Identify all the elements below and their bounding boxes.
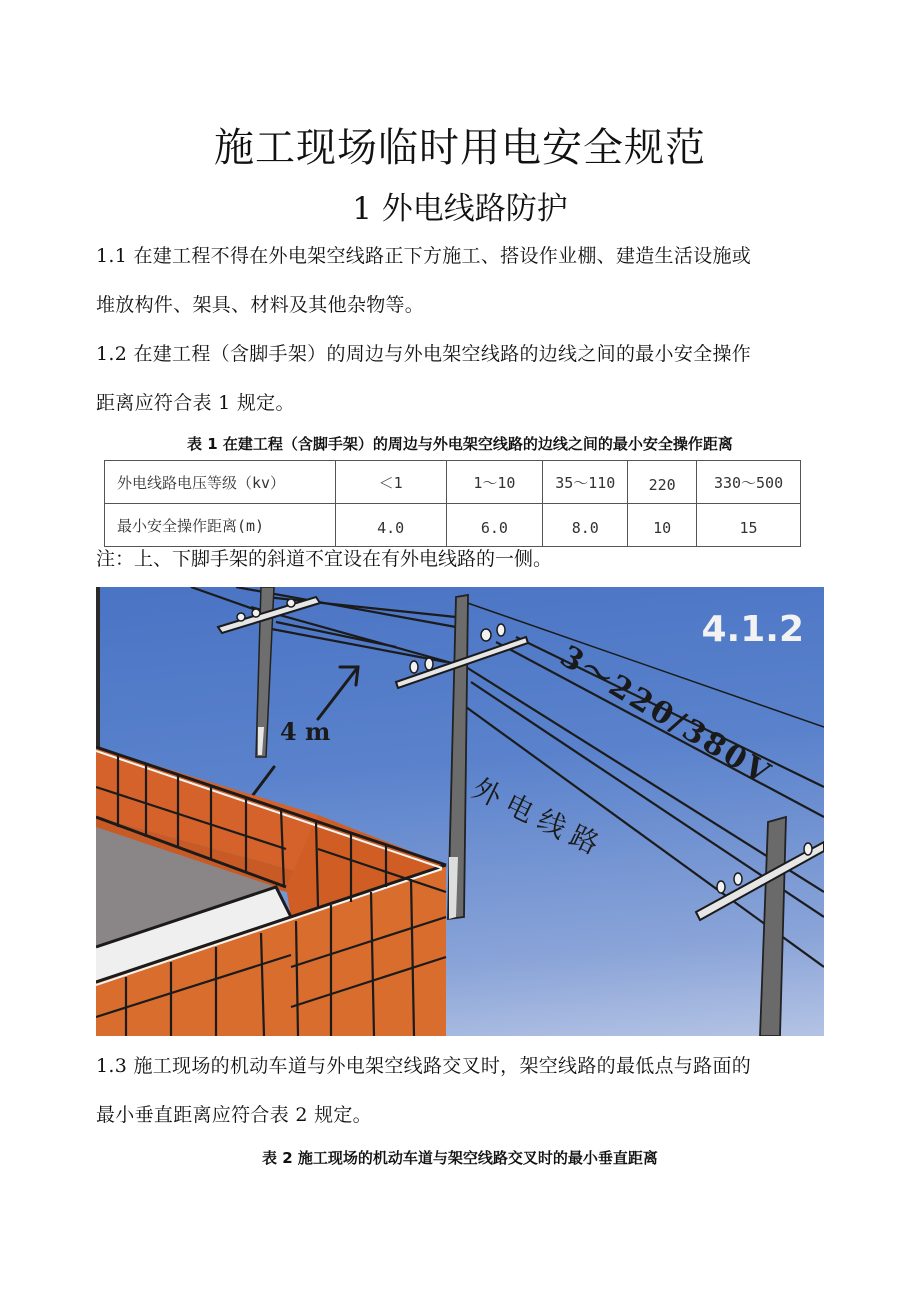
paragraph-line: 1.1 在建工程不得在外电架空线路正下方施工、搭设作业棚、建造生活设施或 bbox=[96, 245, 752, 267]
paragraph-line: 距离应符合表 1 规定。 bbox=[96, 392, 295, 414]
overhead-line-illustration bbox=[96, 587, 824, 1036]
table-cell: 220 bbox=[628, 461, 697, 504]
paragraph-line: 1.3 施工现场的机动车道与外电架空线路交叉时，架空线路的最低点与路面的 bbox=[96, 1055, 752, 1077]
table-row bbox=[105, 504, 801, 547]
table-cell: 8.0 bbox=[543, 504, 628, 547]
paragraph-line: 堆放构件、架具、材料及其他杂物等。 bbox=[96, 294, 425, 316]
paragraph-1-3 bbox=[96, 1042, 826, 1140]
table-row-header: 最小安全操作距离(m) bbox=[105, 504, 336, 547]
voltage-label: 3～220/380V bbox=[553, 638, 778, 793]
table-cell: 35～110 bbox=[543, 461, 628, 504]
figure-number-label: 4.1.2 bbox=[701, 609, 804, 650]
table-cell: 4.0 bbox=[335, 504, 446, 547]
paragraph-line: 最小垂直距离应符合表 2 规定。 bbox=[96, 1104, 372, 1126]
table1 bbox=[104, 460, 801, 547]
section-heading: 1 外电线路防护 bbox=[352, 191, 568, 227]
table-cell: 6.0 bbox=[446, 504, 543, 547]
table1-caption: 表 1 在建工程（含脚手架）的周边与外电架空线路的边线之间的最小安全操作距离 bbox=[187, 435, 733, 453]
distance-label: 4 m bbox=[280, 717, 331, 746]
table-cell: 330～500 bbox=[697, 461, 801, 504]
table-cell: 1～10 bbox=[446, 461, 543, 504]
table-cell: 10 bbox=[628, 504, 697, 547]
paragraph-1-2 bbox=[96, 330, 826, 428]
external-line-label: 外电线路 bbox=[467, 771, 612, 865]
table-cell: 15 bbox=[697, 504, 801, 547]
paragraph-1-1 bbox=[96, 232, 826, 330]
table-row bbox=[105, 461, 801, 504]
illustration-drawing bbox=[96, 587, 824, 1036]
table-row-header: 外电线路电压等级（kv） bbox=[105, 461, 336, 504]
document-title: 施工现场临时用电安全规范 bbox=[214, 125, 706, 171]
table2-caption: 表 2 施工现场的机动车道与架空线路交叉时的最小垂直距离 bbox=[262, 1149, 658, 1167]
table1-note: 注：上、下脚手架的斜道不宜设在有外电线路的一侧。 bbox=[96, 548, 553, 570]
paragraph-line: 1.2 在建工程（含脚手架）的周边与外电架空线路的边线之间的最小安全操作 bbox=[96, 343, 752, 365]
table-cell: ＜1 bbox=[335, 461, 446, 504]
